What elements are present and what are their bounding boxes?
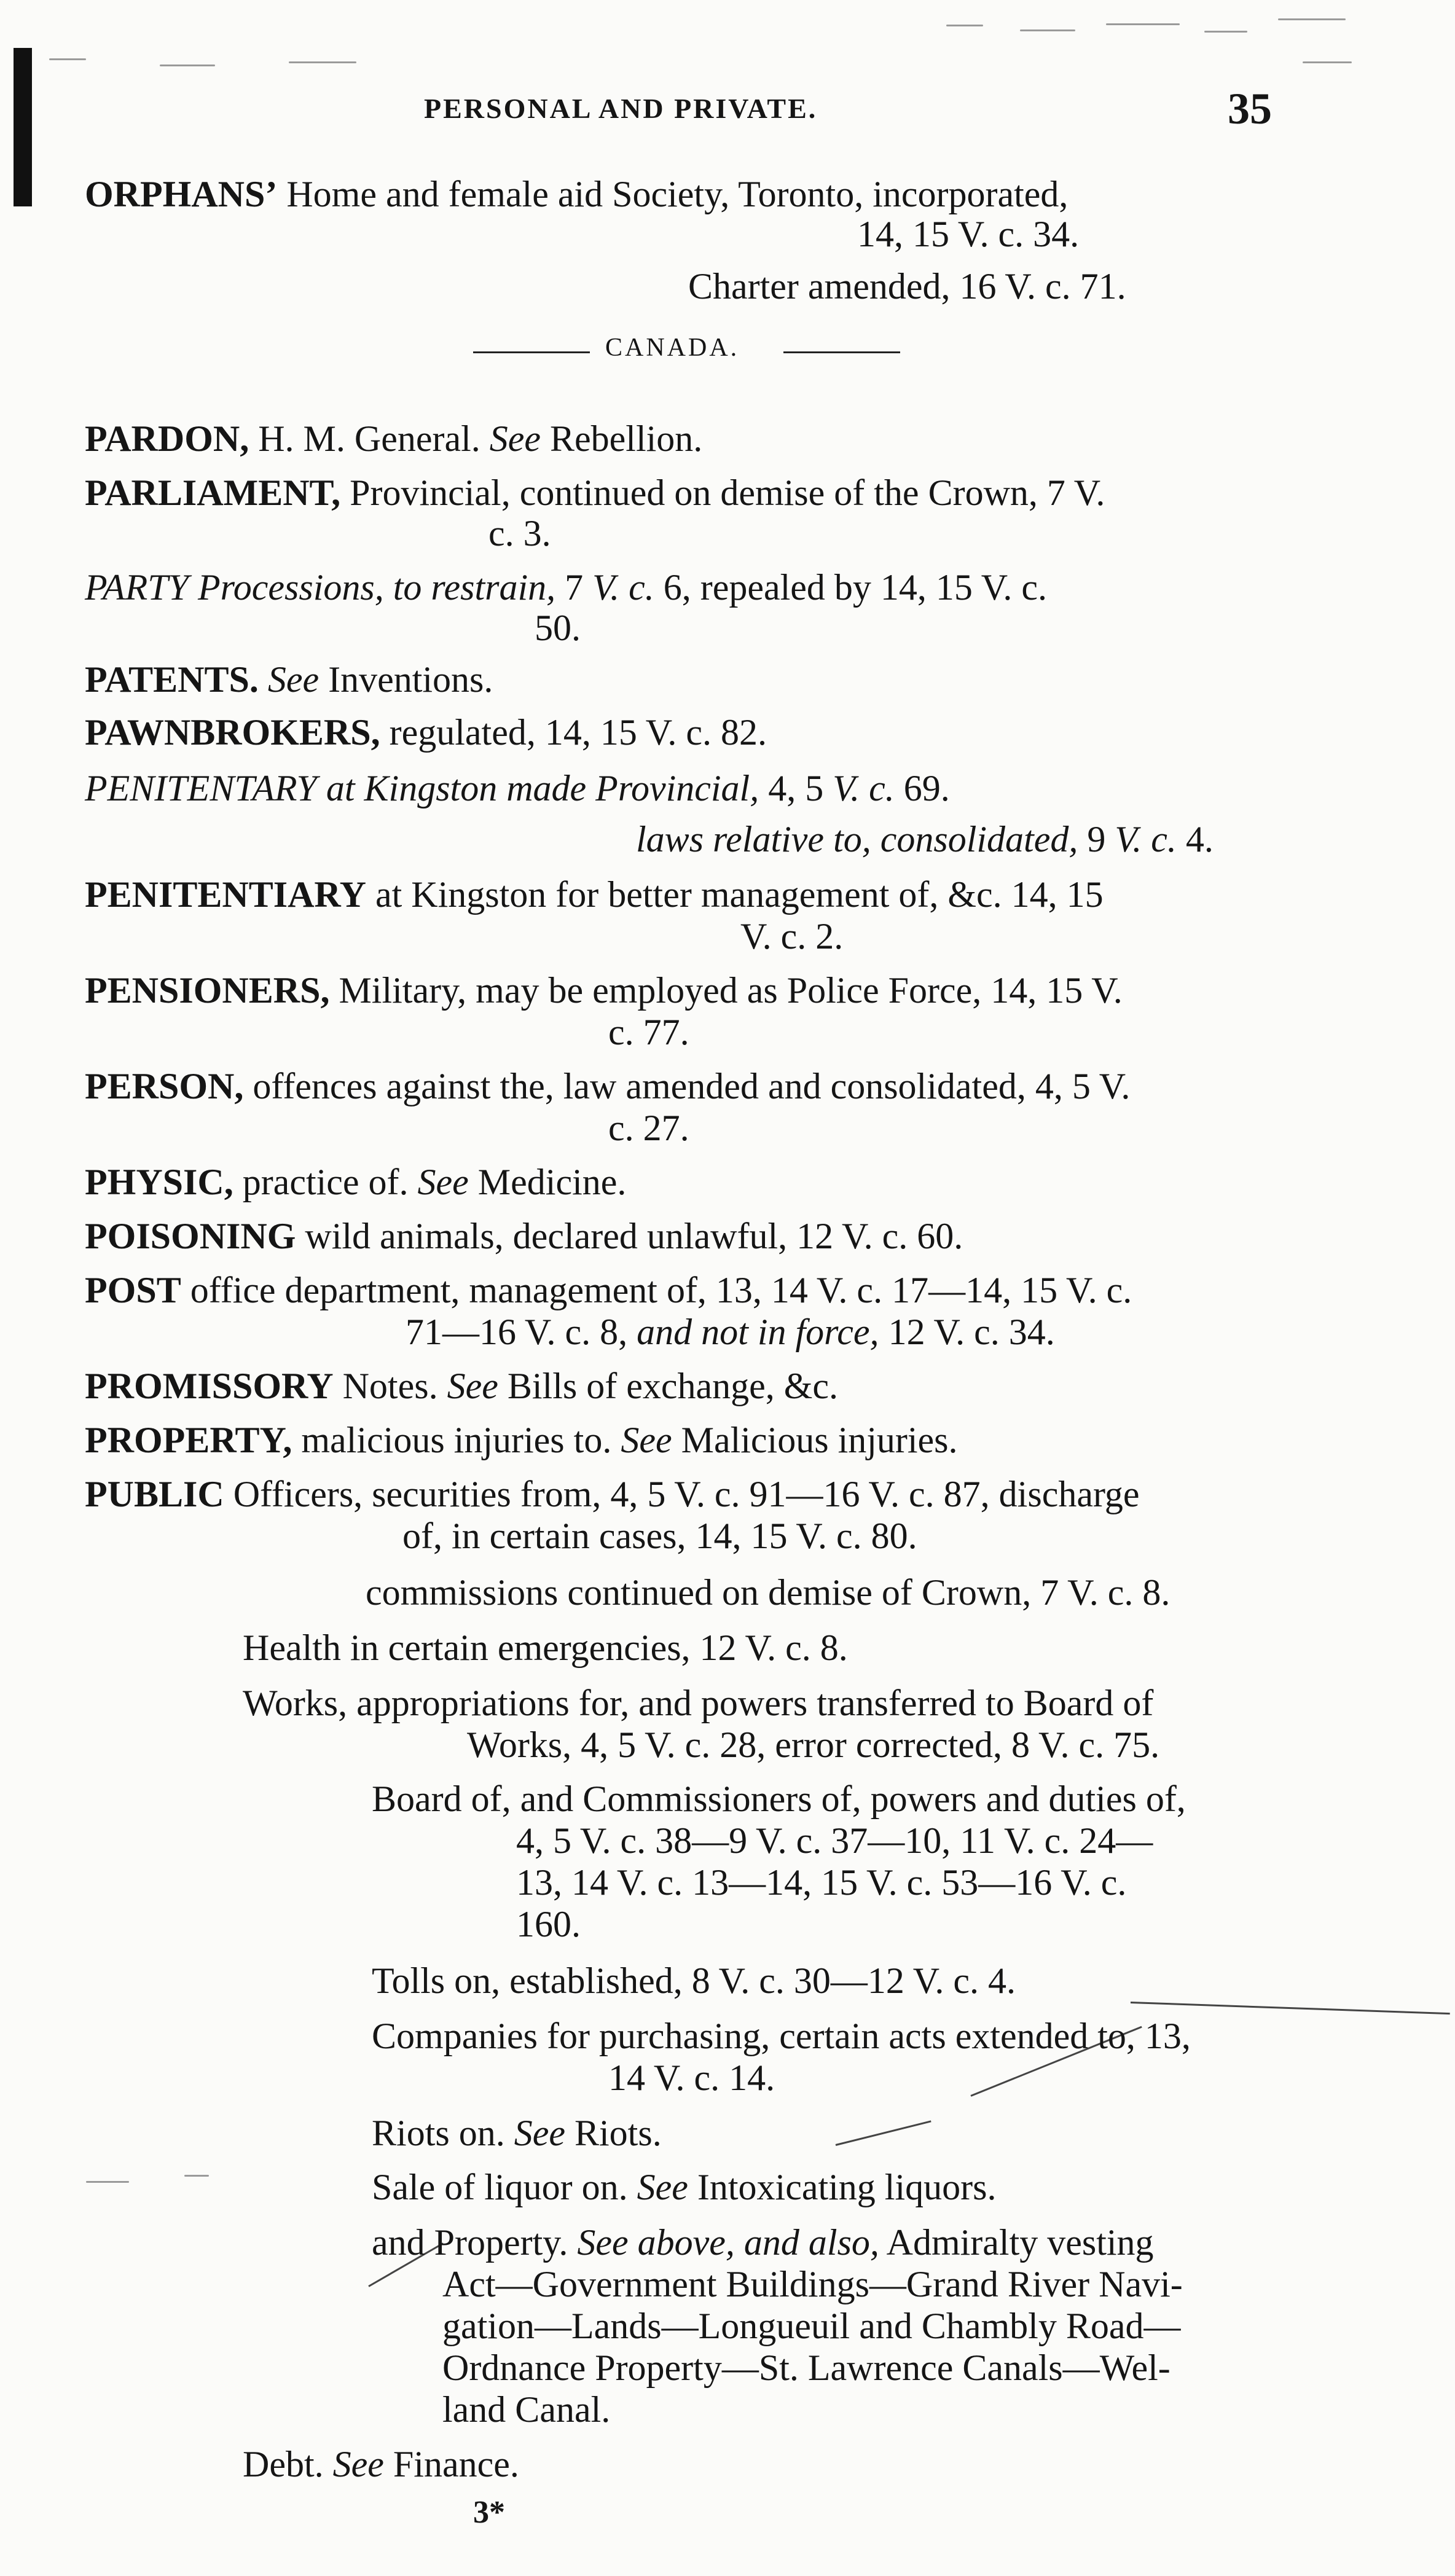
entry-line-penitentiary-1	[85, 872, 1104, 917]
entry-text	[259, 659, 268, 700]
entry-text: of, in certain cases, 14, 15 V. c. 80.	[402, 1516, 917, 1556]
scan-speck	[1020, 29, 1075, 31]
scan-speck	[1303, 61, 1352, 63]
entry-line-works-2	[467, 1723, 1159, 1767]
entry-text: office department, management of, 13, 14 V. c. 17—14, 15 V. c.	[181, 1270, 1132, 1310]
entry-text: gation—Lands—Longueuil and Chambly Road—	[442, 2306, 1181, 2346]
entry-line-andprop-2	[442, 2262, 1183, 2306]
entry-trailing-text: 6, repealed by 14, 15 V. c.	[654, 567, 1048, 608]
entry-italic-headword: laws relative to, consolidated,	[636, 819, 1078, 859]
entry-line-parliament-1	[85, 471, 1105, 515]
entry-text: commissions continued on demise of Crown, 7 V. c. 8.	[366, 1572, 1171, 1613]
entry-line-andprop-3	[442, 2304, 1181, 2348]
entry-text: c. 3.	[488, 513, 551, 554]
entry-italic-headword: PENITENTARY at Kingston made Provincial,	[85, 768, 759, 808]
entry-headword: PENITENTIARY	[85, 874, 366, 915]
entry-italic-text: See above, and also,	[577, 2222, 879, 2263]
entry-line-person-2	[608, 1106, 689, 1150]
entry-text: c. 27.	[608, 1108, 689, 1148]
entry-italic-text: See	[332, 2444, 384, 2484]
entry-italic-text: See	[514, 2113, 565, 2153]
entry-line-orphans-1	[85, 172, 1068, 216]
entry-line-public-3	[366, 1570, 1170, 1615]
entry-trailing-text: Bills of exchange, &c.	[498, 1366, 839, 1406]
entry-line-pawnbrokers	[85, 710, 767, 754]
entry-line-andprop-5	[442, 2387, 610, 2432]
entry-text: Tolls on, established, 8 V. c. 30—12 V. c. 4.	[372, 1960, 1016, 2001]
entry-trailing-text: Intoxicating liquors.	[688, 2167, 997, 2207]
scan-speck	[86, 2181, 129, 2183]
section-heading: CANADA.	[605, 334, 740, 362]
entry-text: Sale of liquor on.	[372, 2167, 637, 2207]
entry-line-board-2	[516, 1818, 1153, 1863]
entry-text: Companies for purchasing, certain acts extended to, 13,	[372, 2016, 1191, 2056]
entry-line-parliament-2	[488, 511, 551, 555]
entry-italic-text: V. c.	[833, 768, 895, 808]
entry-headword: PERSON,	[85, 1066, 244, 1106]
entry-line-penitentary-2	[636, 817, 1214, 861]
entry-headword: PENSIONERS,	[85, 970, 330, 1011]
entry-trailing-text: Riots.	[565, 2113, 662, 2153]
entry-line-post-1	[85, 1268, 1132, 1312]
signature-mark: 3*	[473, 2495, 505, 2530]
entry-text: Notes.	[333, 1366, 447, 1406]
entry-line-companies-1	[372, 2014, 1191, 2058]
entry-text: Officers, securities from, 4, 5 V. c. 91—16 V. c. 87, discharge	[224, 1474, 1140, 1514]
separator-rule-right	[783, 351, 900, 353]
entry-line-sale	[372, 2165, 996, 2209]
entry-line-companies-2	[608, 2056, 775, 2100]
entry-line-andprop-1	[372, 2220, 1154, 2265]
entry-text: Health in certain emergencies, 12 V. c. 8.	[243, 1627, 848, 1668]
scan-speck	[1106, 23, 1180, 25]
entry-text: 50.	[535, 608, 581, 648]
entry-line-public-2	[402, 1514, 917, 1558]
entry-italic-text: See	[267, 659, 320, 700]
entry-text: c. 77.	[608, 1012, 689, 1052]
entry-trailing-text: Inventions.	[319, 659, 493, 700]
entry-text: malicious injuries to.	[292, 1420, 621, 1460]
entry-text: Works, appropriations for, and powers transferred to Board of	[243, 1683, 1154, 1723]
entry-headword: PARDON,	[85, 418, 249, 459]
entry-line-board-3	[516, 1860, 1126, 1905]
scan-speck	[289, 61, 356, 63]
entry-trailing-text: 12 V. c. 34.	[879, 1312, 1055, 1352]
entry-line-orphans-2	[857, 212, 1079, 256]
entry-text: Works, 4, 5 V. c. 28, error corrected, 8 V. c. 75.	[467, 1725, 1160, 1765]
entry-trailing-text: Medicine.	[468, 1162, 627, 1202]
running-head	[0, 84, 1455, 141]
entry-text: V. c. 2.	[740, 916, 844, 957]
entry-headword: ORPHANS’	[85, 174, 278, 214]
entry-text: 14, 15 V. c. 34.	[857, 214, 1080, 254]
entry-text: Charter amended, 16 V. c. 71.	[688, 266, 1126, 307]
entry-text: Provincial, continued on demise of the Crown, 7 V.	[340, 472, 1105, 513]
entry-headword: PROPERTY,	[85, 1420, 292, 1460]
entry-italic-text: See	[447, 1366, 498, 1406]
entry-line-pensioners-1	[85, 968, 1123, 1012]
entry-line-board-4	[516, 1902, 581, 1946]
scan-speck	[1204, 31, 1247, 33]
entry-trailing-text: 69.	[894, 768, 950, 808]
entry-headword: POISONING	[85, 1216, 296, 1256]
entry-italic-text: V. c.	[1115, 819, 1177, 859]
entry-line-public-1	[85, 1472, 1139, 1516]
running-head-title: PERSONAL AND PRIVATE.	[424, 93, 818, 124]
entry-trailing-text: Rebellion.	[541, 418, 703, 459]
entry-text: H. M. General.	[249, 418, 490, 459]
entry-line-promissory	[85, 1364, 838, 1408]
entry-line-tolls	[372, 1959, 1016, 2003]
entry-trailing-text: Malicious injuries.	[672, 1420, 958, 1460]
entry-line-health	[243, 1626, 848, 1670]
entry-text: land Canal.	[442, 2389, 611, 2430]
entry-line-board-1	[372, 1777, 1186, 1821]
entry-text: 4, 5 V. c. 38—9 V. c. 37—10, 11 V. c. 24—	[516, 1820, 1153, 1861]
entry-line-penitentary-1	[85, 766, 950, 810]
pencil-stroke	[1131, 2002, 1450, 2014]
entry-text: wild animals, declared unlawful, 12 V. c. 60.	[296, 1216, 963, 1256]
entry-text: Debt.	[243, 2444, 333, 2484]
entry-trailing-text: 4.	[1176, 819, 1214, 859]
entry-line-andprop-4	[442, 2346, 1171, 2390]
entry-line-penitentiary-2	[740, 914, 843, 958]
entry-text: 14 V. c. 14.	[608, 2057, 775, 2098]
entry-line-post-2	[406, 1310, 1055, 1354]
scan-speck	[160, 65, 215, 66]
separator-rule-left	[473, 351, 590, 353]
scan-speck	[184, 2175, 209, 2177]
entry-line-party-2	[535, 606, 581, 650]
entry-text: 160.	[516, 1904, 581, 1944]
entry-line-physic	[85, 1160, 626, 1204]
entry-text: 13, 14 V. c. 13—14, 15 V. c. 53—16 V. c.	[516, 1862, 1127, 1903]
entry-text: 7	[555, 567, 593, 608]
entry-headword: PHYSIC,	[85, 1162, 233, 1202]
entry-headword: PATENTS.	[85, 659, 259, 700]
entry-italic-text: V. c.	[592, 567, 654, 608]
entry-text: regulated, 14, 15 V. c. 82.	[380, 712, 767, 753]
entry-italic-text: and not in force,	[637, 1312, 879, 1352]
entry-text: Ordnance Property—St. Lawrence Canals—Wel-	[442, 2347, 1171, 2388]
scan-speck	[1278, 18, 1346, 20]
entry-text: and Property.	[372, 2222, 578, 2263]
entry-headword: POST	[85, 1270, 181, 1310]
entry-trailing-text: Admiralty vesting	[879, 2222, 1154, 2263]
entry-italic-headword: PARTY Processions, to restrain,	[85, 567, 556, 608]
scan-speck	[49, 58, 86, 60]
entry-italic-text: See	[417, 1162, 469, 1202]
entry-line-riots	[372, 2111, 662, 2155]
entry-line-patents	[85, 657, 493, 702]
entry-line-pensioners-2	[608, 1010, 689, 1054]
entry-italic-text: See	[637, 2167, 688, 2207]
entry-line-party-1	[85, 565, 1047, 609]
section-separator	[473, 332, 903, 369]
entry-headword: PROMISSORY	[85, 1366, 334, 1406]
scan-speck	[946, 25, 983, 26]
entry-text: Military, may be employed as Police Force, 14, 15 V.	[329, 970, 1123, 1011]
entry-line-debt	[243, 2442, 519, 2486]
entry-text: Act—Government Buildings—Grand River Navi-	[442, 2264, 1183, 2304]
entry-italic-text: See	[621, 1420, 672, 1460]
entry-text: offences against the, law amended and consolidated, 4, 5 V.	[243, 1066, 1131, 1106]
entry-text: 9	[1078, 819, 1115, 859]
entry-text: Home and female aid Society, Toronto, incorporated,	[277, 174, 1069, 214]
entry-text: Riots on.	[372, 2113, 514, 2153]
entry-line-works-1	[243, 1681, 1153, 1725]
entry-headword: PUBLIC	[85, 1474, 224, 1514]
entry-headword: PAWNBROKERS,	[85, 712, 380, 753]
entry-line-pardon	[85, 417, 702, 461]
entry-headword: PARLIAMENT,	[85, 472, 341, 513]
entry-italic-text: See	[489, 418, 541, 459]
entry-trailing-text: Finance.	[383, 2444, 519, 2484]
entry-text: 71—16 V. c. 8,	[406, 1312, 637, 1352]
entry-text: at Kingston for better management of, &c. 14, 15	[366, 874, 1104, 915]
entry-line-poisoning	[85, 1214, 963, 1258]
entry-text: 4, 5	[759, 768, 833, 808]
page-number: 35	[1228, 84, 1272, 133]
pencil-stroke	[836, 2120, 931, 2146]
entry-line-person-1	[85, 1064, 1130, 1108]
entry-text: Board of, and Commissioners of, powers and duties of,	[372, 1779, 1186, 1819]
entry-line-property	[85, 1418, 958, 1462]
entry-text: practice of.	[233, 1162, 418, 1202]
entry-line-orphans-3	[688, 264, 1126, 308]
